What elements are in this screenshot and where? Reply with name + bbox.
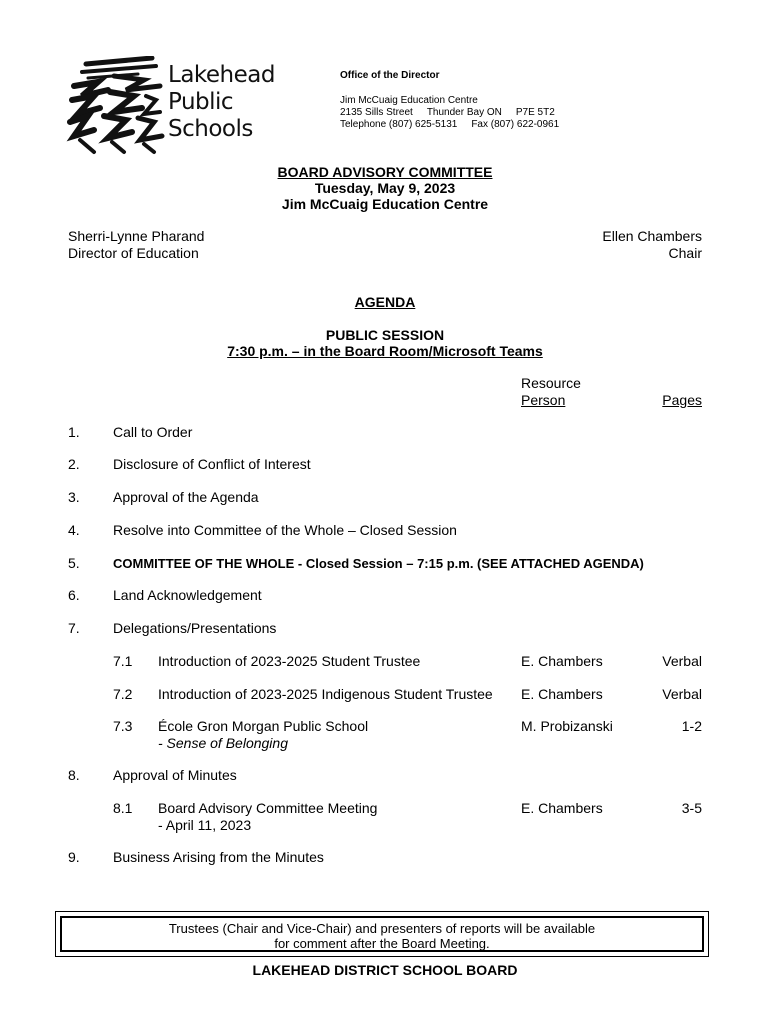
office-telephone: Telephone (807) 625-5131: [340, 119, 458, 130]
subitem-number: 7.1: [113, 653, 133, 669]
office-title: Office of the Director: [340, 70, 440, 81]
footer-notice-box: [55, 911, 709, 957]
subitem-resource: E. Chambers: [521, 686, 603, 702]
subitem-text: Introduction of 2023-2025 Student Trustee: [158, 653, 421, 669]
item-number: 9.: [68, 849, 80, 865]
session-heading: [0, 327, 770, 359]
item-text: Resolve into Committee of the Whole – Closed Session: [113, 522, 457, 538]
chair-block: [602, 228, 702, 262]
item-text: Disclosure of Conflict of Interest: [113, 456, 311, 472]
director-block: [68, 228, 204, 262]
lakehead-logo: [64, 56, 274, 156]
meeting-date: Tuesday, May 9, 2023: [314, 180, 456, 196]
subitem-subtext: - Sense of Belonging: [158, 735, 288, 751]
office-header: [340, 70, 559, 131]
subitem-subtext: - April 11, 2023: [158, 817, 252, 833]
office-address: [340, 107, 559, 119]
logo-wordmark: [168, 62, 275, 143]
item-text: Approval of Minutes: [113, 767, 237, 783]
logo-line-2: Public: [168, 89, 234, 115]
director-name: Sherri-Lynne Pharand: [68, 228, 205, 244]
board-name: LAKEHEAD DISTRICT SCHOOL BOARD: [252, 962, 518, 978]
item-number: 8.: [68, 767, 80, 783]
office-street: 2135 Sills Street: [340, 107, 413, 118]
item-number: 1.: [68, 424, 80, 440]
resource-header-line-1: Resource: [521, 375, 581, 391]
chair-role: Chair: [668, 245, 702, 261]
agenda-subitem: [0, 800, 770, 834]
subitem-resource: M. Probizanski: [521, 718, 613, 734]
committee-name: BOARD ADVISORY COMMITTEE: [277, 164, 493, 180]
item-text: Approval of the Agenda: [113, 489, 259, 505]
subitem-number: 8.1: [113, 800, 133, 816]
meeting-venue: Jim McCuaig Education Centre: [281, 196, 489, 212]
item-text: Call to Order: [113, 424, 193, 440]
item-number: 5.: [68, 555, 80, 571]
agenda-subitem: [0, 718, 770, 752]
subitem-number: 7.3: [113, 718, 133, 734]
item-number: 6.: [68, 587, 80, 603]
office-centre: Jim McCuaig Education Centre: [340, 95, 478, 106]
subitem-text: École Gron Morgan Public School: [158, 718, 369, 734]
director-role: Director of Education: [68, 245, 199, 261]
chair-name: Ellen Chambers: [602, 228, 702, 244]
subitem-pages: Verbal: [662, 653, 702, 669]
subitem-text: Introduction of 2023-2025 Indigenous Student Trustee: [158, 686, 493, 702]
item-text: Land Acknowledgement: [113, 587, 262, 603]
session-time-place: 7:30 p.m. – in the Board Room/Microsoft Teams: [227, 343, 543, 359]
footer-notice: [60, 916, 704, 952]
item-number: 2.: [68, 456, 80, 472]
item-text: Business Arising from the Minutes: [113, 849, 324, 865]
subitem-pages: 3-5: [681, 800, 702, 816]
item-text: Delegations/Presentations: [113, 620, 277, 636]
footer-note-line-2: for comment after the Board Meeting.: [274, 936, 490, 951]
subitem-pages: 1-2: [681, 718, 702, 734]
item-text: COMMITTEE OF THE WHOLE - Closed Session – 7:15 p.m. (SEE ATTACHED AGENDA): [113, 556, 644, 571]
agenda-heading: AGENDA: [354, 294, 416, 310]
brush-figures-icon: [64, 56, 168, 156]
footer-note-line-1: Trustees (Chair and Vice-Chair) and presenters of reports will be available: [168, 921, 596, 936]
item-number: 7.: [68, 620, 80, 636]
office-postal: P7E 5T2: [515, 107, 555, 118]
office-fax: Fax (807) 622-0961: [471, 119, 560, 130]
logo-line-1: Lakehead: [168, 62, 275, 88]
resource-header-line-2: Person: [521, 392, 566, 408]
pages-column-header: Pages: [662, 392, 702, 408]
meeting-title: [0, 164, 770, 212]
resource-column-header: [521, 375, 581, 409]
item-number: 3.: [68, 489, 80, 505]
subitem-number: 7.2: [113, 686, 133, 702]
office-city: Thunder Bay ON: [426, 107, 502, 118]
logo-line-3: Schools: [168, 116, 253, 142]
subitem-text: Board Advisory Committee Meeting: [158, 800, 378, 816]
item-number: 4.: [68, 522, 80, 538]
office-contact: [340, 119, 559, 131]
subitem-resource: E. Chambers: [521, 800, 603, 816]
subitem-resource: E. Chambers: [521, 653, 603, 669]
session-name: PUBLIC SESSION: [325, 327, 445, 343]
subitem-pages: Verbal: [662, 686, 702, 702]
